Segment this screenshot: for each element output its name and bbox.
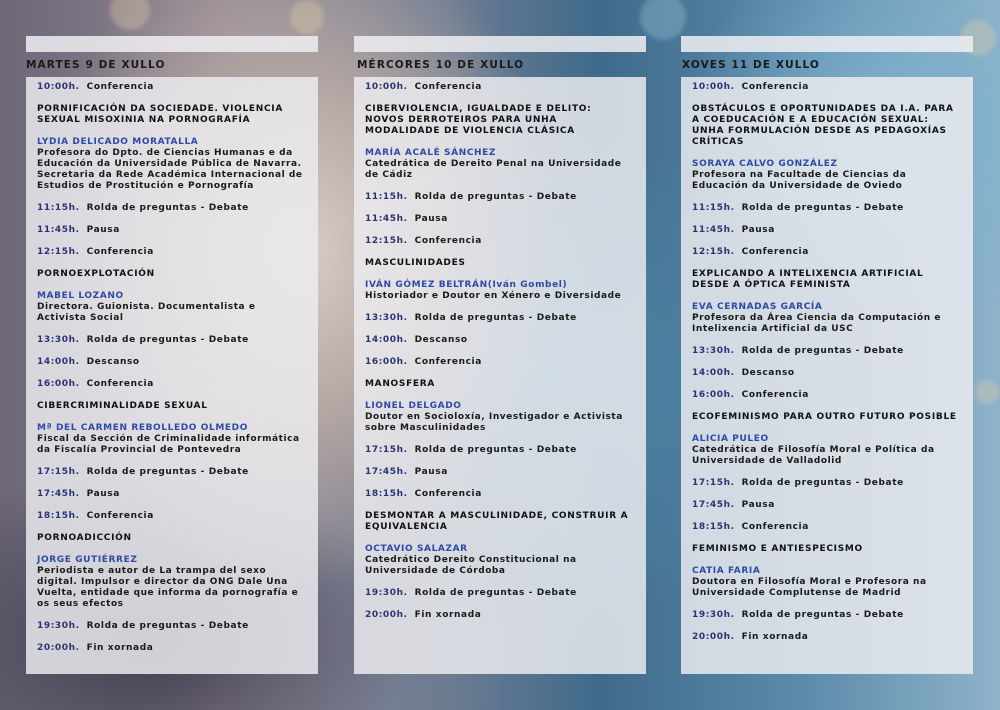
day-title-xoves: XOVES 11 DE XULLO (682, 59, 820, 71)
slot-time: 12:15h. (37, 247, 80, 257)
slot-time: 20:00h. (692, 632, 735, 642)
schedule-slot (692, 247, 962, 258)
schedule-slot (37, 335, 307, 346)
slot-time: 19:30h. (365, 588, 408, 598)
speaker-bio: Catedrática de Dereito Penal na Universidade de Cádiz (365, 159, 622, 180)
schedule-slot (692, 500, 962, 511)
schedule-slot (365, 467, 635, 478)
slot-time: 19:30h. (37, 621, 80, 631)
schedule-slot (37, 643, 307, 654)
slot-label: Rolda de preguntas - Debate (86, 335, 249, 345)
speaker-block (692, 566, 960, 599)
talk-title: PORNOEXPLOTACIÓN (37, 269, 155, 279)
slot-label: Rolda de preguntas - Debate (741, 610, 904, 620)
slot-time: 14:00h. (365, 335, 408, 345)
slot-label: Rolda de preguntas - Debate (414, 313, 577, 323)
schedule-slot (692, 203, 962, 214)
slot-time: 11:45h. (365, 214, 408, 224)
talk-title: PORNIFICACIÓN DA SOCIEDADE. VIOLENCIA SEXUAL MISOXINIA NA PORNOGRAFÍA (37, 104, 284, 125)
schedule-slot (37, 379, 307, 390)
slot-time: 11:15h. (365, 192, 408, 202)
talk-title: MANOSFERA (365, 379, 436, 389)
speaker-block (692, 159, 960, 192)
talk-title: CIBERVIOLENCIA, IGUALDADE E DELITO: NOVOS DERROTEIROS PARA UNHA MODALIDADE DE VIOLENCIA CLÁSICA (365, 104, 592, 136)
slot-label: Pausa (741, 500, 775, 510)
talk-title: ECOFEMINISMO PARA OUTRO FUTURO POSIBLE (692, 412, 957, 422)
schedule-slot (692, 346, 962, 357)
speaker-block (365, 401, 633, 434)
schedule-slot (37, 621, 307, 632)
schedule-slot (692, 632, 962, 643)
slot-time: 17:15h. (692, 478, 735, 488)
slot-time: 16:00h. (365, 357, 408, 367)
talk-title: CIBERCRIMINALIDADE SEXUAL (37, 401, 208, 411)
speaker-block (692, 302, 960, 335)
slot-label: Conferencia (414, 236, 482, 246)
speaker-name: JORGE GUTIÉRREZ (37, 555, 138, 565)
schedule-slot (365, 588, 635, 599)
schedule-slot (365, 357, 635, 368)
slot-label: Pausa (86, 225, 120, 235)
slot-label: Rolda de preguntas - Debate (86, 203, 249, 213)
schedule-slot (365, 335, 635, 346)
slot-time: 16:00h. (37, 379, 80, 389)
schedule-slot (37, 225, 307, 236)
day-column-xoves (681, 77, 973, 674)
bokeh-light (640, 0, 686, 40)
slot-time: 17:45h. (365, 467, 408, 477)
schedule-slot (365, 214, 635, 225)
bokeh-light (110, 0, 150, 30)
slot-label: Rolda de preguntas - Debate (741, 203, 904, 213)
talk-title: OBSTÁCULOS E OPORTUNIDADES DA I.A. PARA A COEDUCACIÓN E A EDUCACIÓN SEXUAL: UNHA FORMULACIÓN DESDE AS PEDAGOXÍAS CRÍTICAS (692, 104, 954, 147)
speaker-name: MARÍA ACALÉ SÁNCHEZ (365, 148, 497, 158)
speaker-name: MABEL LOZANO (37, 291, 124, 301)
slot-time: 20:00h. (37, 643, 80, 653)
schedule-slot (365, 82, 635, 93)
slot-label: Fin xornada (741, 632, 809, 642)
schedule-slot (37, 357, 307, 368)
schedule-slot (365, 313, 635, 324)
schedule-slot (365, 236, 635, 247)
schedule-slot (37, 247, 307, 258)
slot-time: 11:45h. (37, 225, 80, 235)
speaker-name: OCTAVIO SALAZAR (365, 544, 468, 554)
schedule-slot (692, 368, 962, 379)
speaker-block (37, 137, 305, 192)
schedule-slot (37, 82, 307, 93)
talk-title: FEMINISMO E ANTIESPECISMO (692, 544, 863, 554)
header-band (354, 36, 646, 52)
slot-time: 20:00h. (365, 610, 408, 620)
slot-label: Fin xornada (414, 610, 482, 620)
schedule-slot (37, 467, 307, 478)
slot-time: 10:00h. (692, 82, 735, 92)
slot-time: 17:15h. (365, 445, 408, 455)
speaker-block (365, 280, 633, 302)
slot-time: 18:15h. (37, 511, 80, 521)
slot-time: 17:45h. (37, 489, 80, 499)
speaker-bio: Catedrática de Filosofía Moral e Política da Universidade de Valladolid (692, 445, 935, 466)
speaker-name: LIONEL DELGADO (365, 401, 462, 411)
schedule-slot (692, 610, 962, 621)
schedule-slot (37, 511, 307, 522)
day-title-mercores: MÉRCORES 10 DE XULLO (357, 59, 525, 71)
speaker-block (37, 423, 305, 456)
schedule-slot (365, 445, 635, 456)
slot-label: Pausa (741, 225, 775, 235)
speaker-bio: Fiscal da Sección de Criminalidade informática da Fiscalía Provincial de Pontevedra (37, 434, 300, 455)
speaker-block (37, 291, 305, 324)
slot-time: 14:00h. (37, 357, 80, 367)
slot-label: Descanso (414, 335, 468, 345)
speaker-bio: Catedrático Dereito Constitucional na Universidade de Córdoba (365, 555, 577, 576)
slot-time: 10:00h. (365, 82, 408, 92)
slot-time: 11:45h. (692, 225, 735, 235)
speaker-bio: Directora. Guionista. Documentalista e Activista Social (37, 302, 256, 323)
speaker-name: ALICIA PULEO (692, 434, 769, 444)
slot-time: 19:30h. (692, 610, 735, 620)
slot-label: Conferencia (741, 522, 809, 532)
slot-label: Rolda de preguntas - Debate (86, 467, 249, 477)
slot-label: Conferencia (741, 82, 809, 92)
slot-label: Conferencia (86, 82, 154, 92)
speaker-name: SORAYA CALVO GONZÁLEZ (692, 159, 838, 169)
talk-title: DESMONTAR A MASCULINIDADE, CONSTRUIR A EQUIVALENCIA (365, 511, 629, 532)
speaker-block (37, 555, 305, 610)
slot-label: Conferencia (741, 390, 809, 400)
speaker-block (692, 434, 960, 467)
slot-time: 18:15h. (692, 522, 735, 532)
slot-label: Pausa (414, 214, 448, 224)
slot-label: Rolda de preguntas - Debate (414, 588, 577, 598)
slot-label: Pausa (86, 489, 120, 499)
slot-label: Rolda de preguntas - Debate (414, 445, 577, 455)
slot-label: Rolda de preguntas - Debate (414, 192, 577, 202)
slot-time: 10:00h. (37, 82, 80, 92)
schedule-slot (692, 390, 962, 401)
slot-label: Conferencia (86, 379, 154, 389)
slot-label: Conferencia (414, 489, 482, 499)
slot-time: 18:15h. (365, 489, 408, 499)
slot-label: Rolda de preguntas - Debate (741, 346, 904, 356)
slot-label: Conferencia (414, 82, 482, 92)
header-band (681, 36, 973, 52)
slot-time: 12:15h. (365, 236, 408, 246)
day-title-martes: MARTES 9 DE XULLO (26, 59, 166, 71)
slot-label: Conferencia (86, 247, 154, 257)
slot-time: 17:45h. (692, 500, 735, 510)
speaker-bio: Profesora da Área Ciencia da Computación e Intelixencia Artificial da USC (692, 313, 942, 334)
speaker-bio: Profesora na Facultade de Ciencias da Educación da Universidade de Oviedo (692, 170, 907, 191)
speaker-bio: Historiador e Doutor en Xénero e Diversidade (365, 291, 622, 301)
speaker-block (365, 544, 633, 577)
schedule-slot (37, 489, 307, 500)
talk-title: PORNOADICCIÓN (37, 533, 132, 543)
slot-label: Rolda de preguntas - Debate (86, 621, 249, 631)
slot-label: Conferencia (741, 247, 809, 257)
slot-time: 12:15h. (692, 247, 735, 257)
talk-title: MASCULINIDADES (365, 258, 466, 268)
speaker-name: Mª DEL CARMEN REBOLLEDO OLMEDO (37, 423, 248, 433)
slot-time: 11:15h. (37, 203, 80, 213)
slot-time: 13:30h. (365, 313, 408, 323)
slot-label: Descanso (86, 357, 140, 367)
day-column-mercores (354, 77, 646, 674)
schedule-slot (365, 489, 635, 500)
day-column-martes (26, 77, 318, 674)
slot-time: 17:15h. (37, 467, 80, 477)
schedule-slot (365, 610, 635, 621)
schedule-slot (37, 203, 307, 214)
speaker-bio: Doutora en Filosofía Moral e Profesora na Universidade Complutense de Madrid (692, 577, 927, 598)
bokeh-light (290, 0, 324, 34)
bokeh-light (975, 380, 999, 404)
schedule-slot (692, 225, 962, 236)
speaker-name: LYDIA DELICADO MORATALLA (37, 137, 199, 147)
speaker-bio: Profesora do Dpto. de Ciencias Humanas e da Educación da Universidade Pública de Navarra. Secretaria da Rede Académica Internacional de Estudios de Prostitución e Pornografía (37, 148, 303, 191)
slot-time: 13:30h. (37, 335, 80, 345)
slot-time: 14:00h. (692, 368, 735, 378)
speaker-bio: Doutor en Socioloxía, Investigador e Activista sobre Masculinidades (365, 412, 623, 433)
slot-label: Rolda de preguntas - Debate (741, 478, 904, 488)
slot-time: 16:00h. (692, 390, 735, 400)
slot-time: 13:30h. (692, 346, 735, 356)
schedule-slot (692, 82, 962, 93)
header-band (26, 36, 318, 52)
speaker-name: EVA CERNADAS GARCÍA (692, 302, 823, 312)
slot-label: Fin xornada (86, 643, 154, 653)
speaker-name: CATIA FARIA (692, 566, 761, 576)
speaker-name: IVÁN GÓMEZ BELTRÁN(Iván Gombel) (365, 280, 568, 290)
schedule-slot (692, 478, 962, 489)
schedule-slot (365, 192, 635, 203)
talk-title: EXPLICANDO A INTELIXENCIA ARTIFICIAL DESDE A ÓPTICA FEMINISTA (692, 269, 924, 290)
speaker-block (365, 148, 633, 181)
slot-label: Conferencia (86, 511, 154, 521)
slot-label: Conferencia (414, 357, 482, 367)
slot-label: Descanso (741, 368, 795, 378)
schedule-slot (692, 522, 962, 533)
slot-label: Pausa (414, 467, 448, 477)
slot-time: 11:15h. (692, 203, 735, 213)
speaker-bio: Periodista e autor de La trampa del sexo digital. Impulsor e director da ONG Dale Una Vuelta, entidade que informa da pornografía e os seus efectos (37, 566, 299, 609)
